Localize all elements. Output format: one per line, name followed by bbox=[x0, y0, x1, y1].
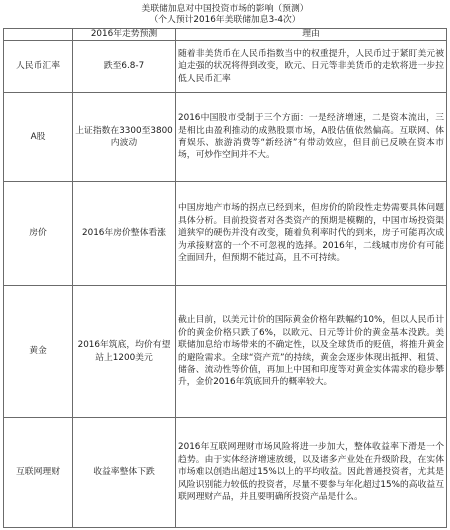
row-reason: 中国房地产市场的拐点已经到来，但房价的阶段性走势需要具体问题具体分析。目前投资者对各类资产的预期是模糊的，中国市场投资渠道狭窄的硬伤并没有改变，随着负利率时代的到来，房子可能再次成为承接财富的一个不可忽视的选择。2016年，二线城市房价有可能全面回升，但预期不能过高，且不可持续。 bbox=[176, 182, 447, 286]
table-row bbox=[4, 182, 447, 286]
table-row bbox=[4, 286, 447, 418]
row-forecast: 收益率整体下跌 bbox=[73, 418, 176, 528]
table-row bbox=[4, 93, 447, 182]
row-forecast: 跌至6.8-7 bbox=[73, 41, 176, 93]
header-cell-reason: 理由 bbox=[176, 29, 447, 41]
row-category: 房价 bbox=[4, 182, 73, 286]
header-cell-forecast: 2016年走势预测 bbox=[73, 29, 176, 41]
row-reason: 截止目前，以美元计价的国际黄金价格年跌幅约10%，但以人民币计价的黄金价格只跌了6%，以欧元、日元等计价的黄金基本没跌。美联储加息给市场带来的不确定性，以及全球货币的贬值，将推升黄金的避险需求。全球“资产荒”的持续，黄金会逐步体现出抵押、租赁、储备、流动性等价值，再加上中国和印度等对黄金实体需求的稳步攀升，金价2016年筑底回升的概率较大。 bbox=[176, 286, 447, 418]
row-category: 互联网理财 bbox=[4, 418, 73, 528]
row-reason: 随着非美货币在人民币指数当中的权重提升，人民币过于紧盯美元被迫走强的状况将得到改变，欧元、日元等非美货币的走软将进一步拉低人民币汇率 bbox=[176, 41, 447, 93]
document-subtitle: （个人预计2016年美联储加息3-4次） bbox=[149, 15, 301, 25]
document-title: 美联储加息对中国投资市场的影响（预测） bbox=[141, 4, 309, 14]
forecast-table bbox=[3, 28, 447, 528]
table-row bbox=[4, 418, 447, 528]
row-forecast: 2016年房价整体看涨 bbox=[73, 182, 176, 286]
row-category: A股 bbox=[4, 93, 73, 182]
table-header-row bbox=[4, 29, 447, 41]
row-reason: 2016中国股市受制于三个方面：一是经济增速，二是资本流出，三是相比由盈利推动的成熟股票市场，A股估值依然偏高。互联网、体育娱乐、旅游消费等“新经济”有带动效应，但目前已反映在资本市场，可炒作空间并不大。 bbox=[176, 93, 447, 182]
header-cell-category bbox=[4, 29, 73, 41]
row-category: 黄金 bbox=[4, 286, 73, 418]
row-category: 人民币汇率 bbox=[4, 41, 73, 93]
row-reason: 2016年互联网理财市场风险将进一步加大，整体收益率下滑是一个趋势。由于实体经济增速放缓，以及诸多产业处在升级阶段，在实体市场难以创造出超过15%以上的平均收益。因此普通投资者，尤其是风险识别能力较低的投资者，尽量不要参与年化超过15%的高收益互联网理财产品，并且要明确所投资产品是什么。 bbox=[176, 418, 447, 528]
row-forecast: 上证指数在3300至3800内波动 bbox=[73, 93, 176, 182]
row-forecast: 2016年筑底，均价有望站上1200美元 bbox=[73, 286, 176, 418]
table-row bbox=[4, 41, 447, 93]
